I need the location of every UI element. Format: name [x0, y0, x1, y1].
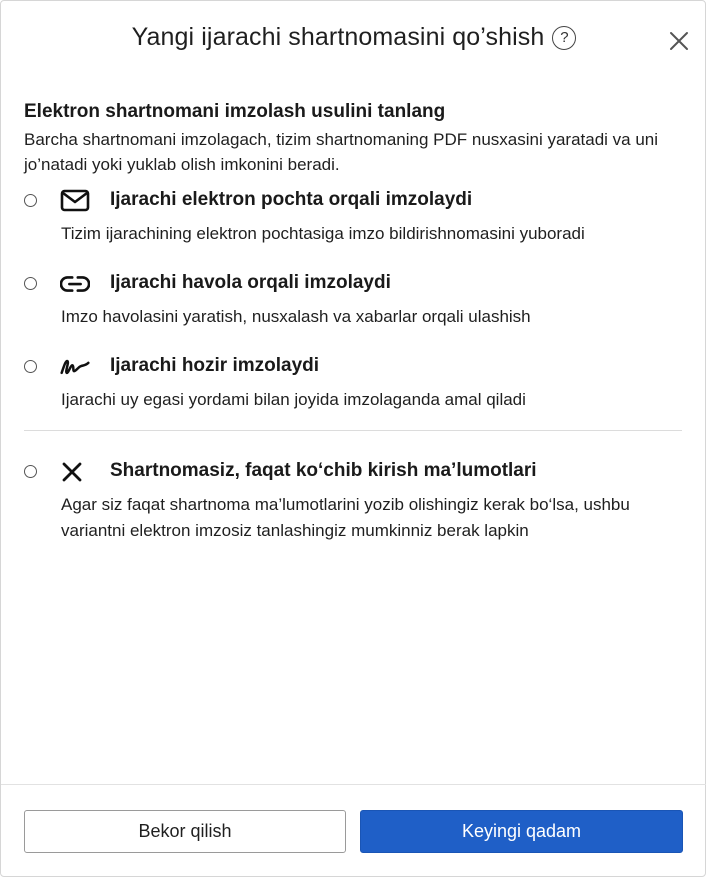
- option-title: Ijarachi elektron pochta orqali imzolaydi: [110, 189, 473, 210]
- option-description: Agar siz faqat shartnoma ma’lumotlarini yozib olishingiz kerak bo‘lsa, ushbu variantni elektron imzosiz tanlashingiz mumkinniz berak lapkin: [61, 495, 630, 540]
- option-description: Ijarachi uy egasi yordami bilan joyida imzolaganda amal qiladi: [61, 390, 526, 409]
- radio-email-sign[interactable]: [24, 194, 37, 207]
- option-title: Ijarachi hozir imzolaydi: [110, 355, 320, 376]
- option-description: Imzo havolasini yaratish, nusxalash va xabarlar orqali ulashish: [61, 307, 531, 326]
- help-icon[interactable]: ?: [552, 26, 576, 50]
- option-title: Shartnomasiz, faqat ko‘chib kirish ma’lumotlari: [110, 460, 537, 481]
- option-description: Tizim ijarachining elektron pochtasiga imzo bildirishnomasini yuboradi: [61, 224, 585, 243]
- close-icon: [669, 31, 689, 51]
- options-divider: [24, 430, 682, 431]
- radio-no-contract[interactable]: [24, 465, 37, 478]
- close-button[interactable]: [667, 29, 691, 53]
- next-step-button[interactable]: Keyingi qadam: [360, 810, 683, 853]
- signature-icon: [60, 355, 90, 379]
- radio-link-sign[interactable]: [24, 277, 37, 290]
- link-icon: [60, 272, 90, 296]
- dialog-title: Yangi ijarachi shartnomasini qo’shish: [131, 23, 545, 51]
- radio-sign-now[interactable]: [24, 360, 37, 373]
- option-title: Ijarachi havola orqali imzolaydi: [110, 272, 391, 293]
- section-heading: Elektron shartnomani imzolash usulini tanlang: [24, 101, 446, 122]
- dialog-content: [24, 101, 684, 540]
- title-wrap: [1, 23, 706, 52]
- dialog-footer: [1, 784, 706, 878]
- x-icon: [60, 460, 90, 484]
- cancel-button[interactable]: Bekor qilish: [24, 810, 346, 853]
- section-description: Barcha shartnomani imzolagach, tizim shartnomaning PDF nusxasini yaratadi va uni jo’natadi yoki yuklab olish imkonini beradi.: [24, 130, 659, 174]
- envelope-icon: [60, 189, 90, 213]
- dialog-header: [1, 1, 706, 81]
